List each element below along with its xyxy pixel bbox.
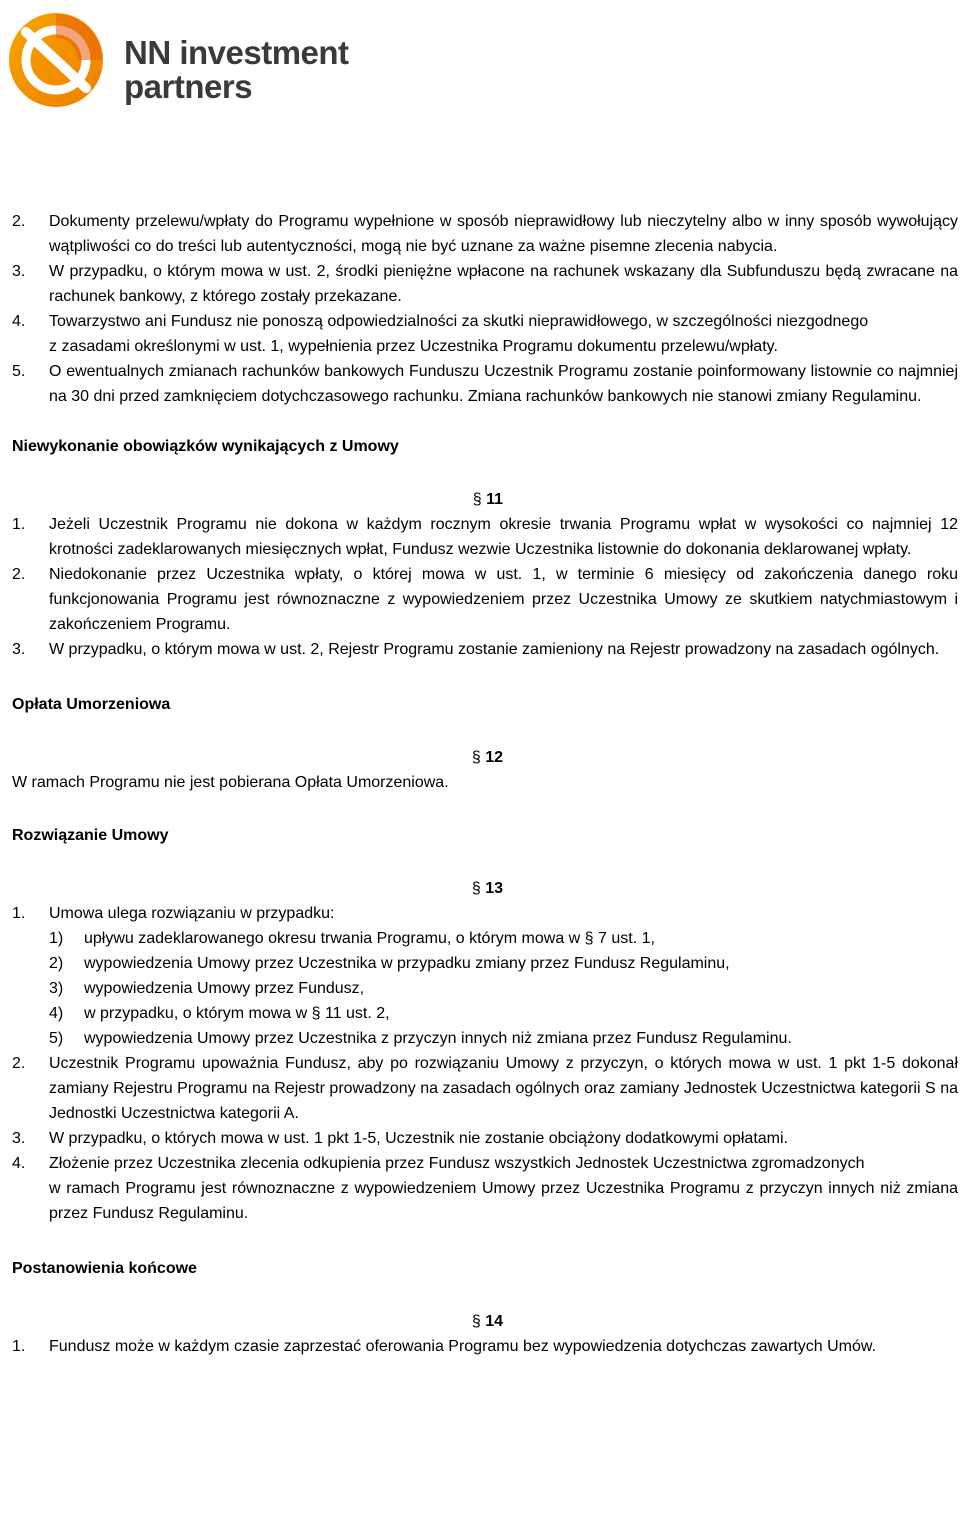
logo-line-2: partners [124,68,253,105]
list-item [12,1126,958,1151]
item-text: W przypadku, o którym mowa w ust. 2, Rejestr Programu zostanie zamieniony na Rejestr prowadzony na zasadach ogólnych. [49,641,940,658]
item-number: 4. [12,1155,26,1172]
sub-item-text: w przypadku, o którym mowa w § 11 ust. 2, [84,1005,390,1022]
sub-item-text: wypowiedzenia Umowy przez Fundusz, [84,980,365,997]
item-text: O ewentualnych zmianach rachunków bankowych Funduszu Uczestnik Programu zostanie poinformowany listownie co najmniej na 30 dni przed zamknięciem dotychczasowego rachunku. Zmiana rachunków bankowych nie stanowi zmiany Regulaminu. [49,363,958,405]
section-heading: Niewykonanie obowiązków wynikających z Umowy [12,438,399,455]
list-item [12,1334,958,1359]
item-text: Fundusz może w każdym czasie zaprzestać oferowania Programu bez wypowiedzenia dotychczas zawartych Umów. [49,1338,877,1355]
item-text: Złożenie przez Uczestnika zlecenia odkupienia przez Fundusz wszystkich Jednostek Uczestnictwa zgromadzonych [49,1155,865,1172]
item-number: 3. [12,1130,26,1147]
sub-list-item [49,1026,958,1051]
document-body [12,209,958,1359]
item-number: 1. [12,1338,26,1355]
item-text-continued: z zasadami określonymi w ust. 1, wypełnienia przez Uczestnika Programu dokumentu przelewu/wpłaty. [49,338,778,355]
item-number: 1. [12,905,26,922]
sub-list-item [49,951,958,976]
item-text: W przypadku, o którym mowa w ust. 2, środki pieniężne wpłacone na rachunek wskazany dla Subfunduszu będą zwracane na rachunek bankowy, z którego zostały przekazane. [49,263,958,305]
sub-list-item [49,1001,958,1026]
list-item [12,309,958,359]
section-text: W ramach Programu nie jest pobierana Opłata Umorzeniowa. [12,774,449,791]
nn-investment-partners-logo [8,12,348,112]
sub-item-number: 4) [49,1005,64,1022]
list-item [12,637,958,662]
item-text: Uczestnik Programu upoważnia Fundusz, aby po rozwiązaniu Umowy z przyczyn, o których mowa w ust. 1 pkt 1-5 dokonał zamiany Rejestru Programu na Rejestr prowadzony na zasadach ogólnych oraz zamiany Jednostek Uczestnictwa kategorii S na Jednostki Uczestnictwa kategorii A. [49,1055,958,1122]
sub-item-number: 5) [49,1030,64,1047]
list-item [12,562,958,637]
item-text-continued: w ramach Programu jest równoznaczne z wypowiedzeniem Umowy przez Uczestnika Programu z przyczyn innych niż zmiana przez Fundusz Regulaminu. [49,1180,958,1222]
sub-item-text: upływu zadeklarowanego okresu trwania Programu, o którym mowa w § 7 ust. 1, [84,930,655,947]
item-text-block [49,309,958,359]
sub-item-number: 2) [49,955,64,972]
list-item [12,359,958,409]
item-number: 2. [12,1055,26,1072]
item-number: 4. [12,313,26,330]
item-text: W przypadku, o których mowa w ust. 1 pkt 1-5, Uczestnik nie zostanie obciążony dodatkowymi opłatami. [49,1130,788,1147]
section-heading: Opłata Umorzeniowa [12,696,171,713]
item-number: 5. [12,363,26,380]
sub-item-text: wypowiedzenia Umowy przez Uczestnika w przypadku zmiany przez Fundusz Regulaminu, [84,955,730,972]
item-number: 1. [12,516,26,533]
item-number: 3. [12,263,26,280]
item-text: Niedokonanie przez Uczestnika wpłaty, o której mowa w ust. 1, w terminie 6 miesięcy od zakończenia danego roku funkcjonowania Programu jest równoznaczne z wypowiedzeniem przez Uczestnika Umowy ze skutkiem natychmiastowym i zakończeniem Programu. [49,566,958,633]
item-number: 3. [12,641,26,658]
item-text: Dokumenty przelewu/wpłaty do Programu wypełnione w sposób nieprawidłowy lub nieczytelny albo w inny sposób wywołujący wątpliwości co do treści lub autentyczności, mogą nie być uznane za ważne pisemne zlecenia nabycia. [49,213,958,255]
paragraph-number: § 11 [12,487,958,512]
logo-line-1: NN investment [124,34,349,71]
section-heading: Postanowienia końcowe [12,1260,197,1277]
list-item [12,1151,958,1226]
sub-item-text: wypowiedzenia Umowy przez Uczestnika z przyczyn innych niż zmiana przez Fundusz Regulaminu. [84,1030,792,1047]
sub-list-item [49,976,958,1001]
item-number: 2. [12,213,26,230]
sub-item-number: 1) [49,930,64,947]
item-text: Jeżeli Uczestnik Programu nie dokona w każdym rocznym okresie trwania Programu wpłat w wysokości co najmniej 12 krotności zadeklarowanych miesięcznych wpłat, Fundusz wezwie Uczestnika listownie do dokonania deklarowanej wpłaty. [49,516,958,558]
sub-list-item [49,926,958,951]
nn-logo-icon [8,12,104,108]
sub-item-number: 3) [49,980,64,997]
logo-wordmark [124,36,349,104]
paragraph-number: § 13 [12,876,958,901]
paragraph-number: § 14 [12,1309,958,1334]
list-item [12,901,958,926]
list-item [12,512,958,562]
item-text: Towarzystwo ani Fundusz nie ponoszą odpowiedzialności za skutki nieprawidłowego, w szczególności niezgodnego [49,313,869,330]
item-number: 2. [12,566,26,583]
item-text: Umowa ulega rozwiązaniu w przypadku: [49,905,335,922]
paragraph-number: § 12 [12,745,958,770]
list-item [12,209,958,259]
section-heading: Rozwiązanie Umowy [12,827,169,844]
list-item [12,259,958,309]
item-text-block [49,1151,958,1226]
list-item [12,1051,958,1126]
